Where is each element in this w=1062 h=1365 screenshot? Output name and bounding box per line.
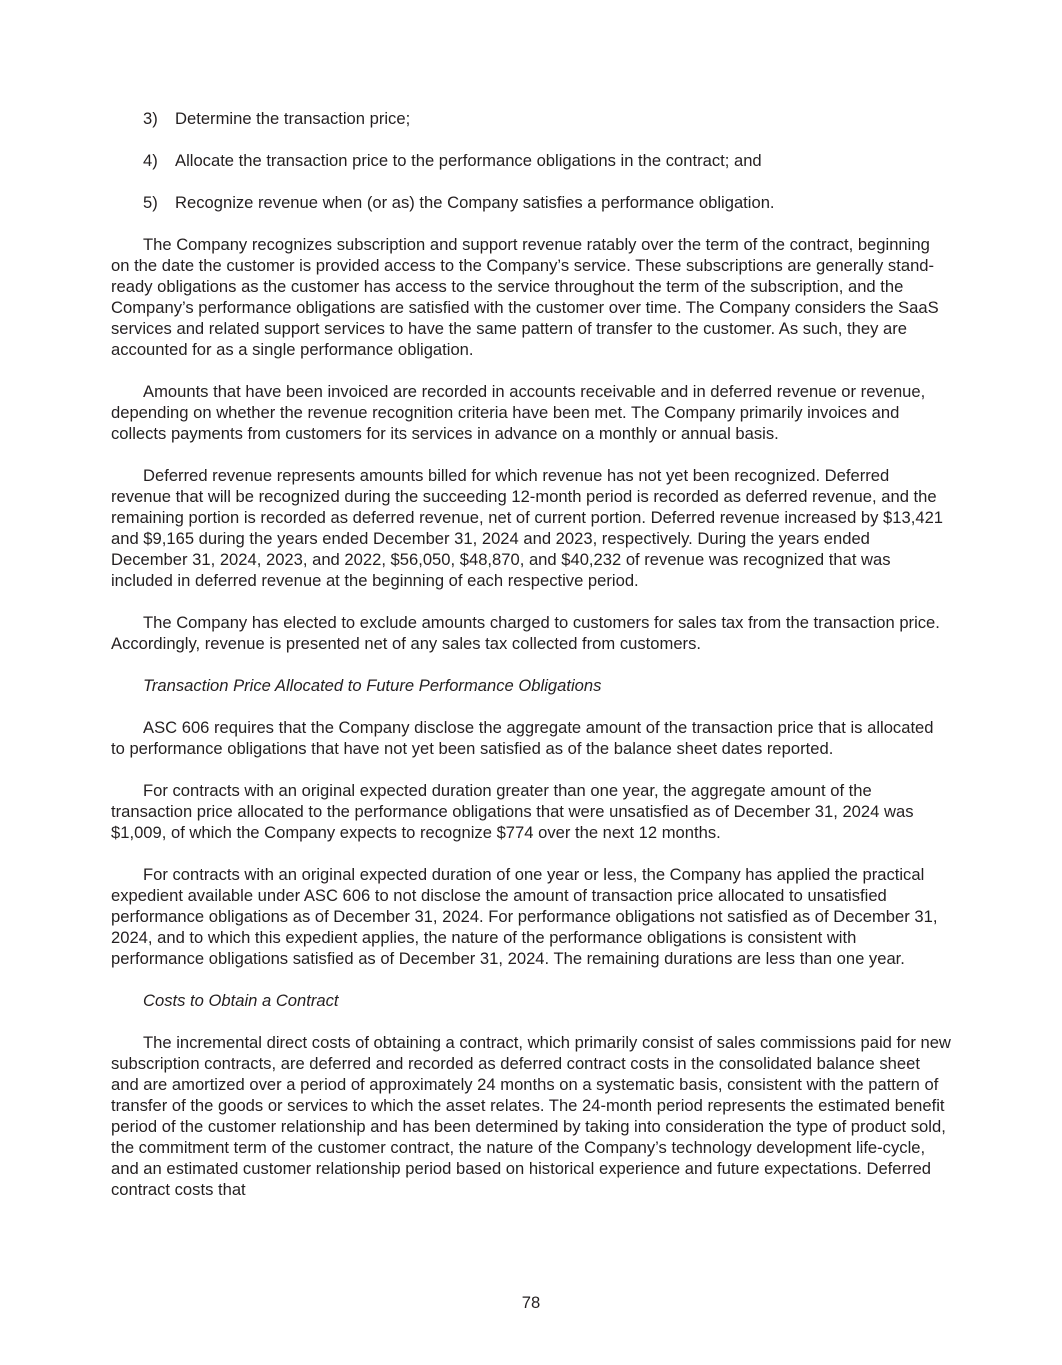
paragraph-short-contracts: For contracts with an original expected duration of one year or less, the Company has applied the practical expedient available under ASC 606 to not disclose the amount of transaction price allocated to unsatisfied performance obligations as of December 31, 2024. For performance obligations not satisfied as of December 31, 2024, and to which this expedient applies, the nature of the performance obligations is consistent with performance obligations satisfied as of December 31, 2024. The remaining durations are less than one year. <box>111 865 938 968</box>
list-item-text: Allocate the transaction price to the performance obligations in the contract; and <box>175 151 762 170</box>
list-item-number: 3) <box>143 109 158 128</box>
page-number: 78 <box>521 1293 541 1312</box>
paragraph-invoicing: Amounts that have been invoiced are recorded in accounts receivable and in deferred revenue or revenue, depending on whether the revenue recognition criteria have been met. The Company primarily invoices and collects payments from customers for its services in advance on a monthly or annual basis. <box>111 382 926 443</box>
paragraph-sales-tax: The Company has elected to exclude amounts charged to customers for sales tax from the transaction price. Accordingly, revenue is presented net of any sales tax collected from customers. <box>111 613 940 653</box>
paragraph-long-contracts: For contracts with an original expected duration greater than one year, the aggregate amount of the transaction price allocated to the performance obligations that were unsatisfied as of December 31, 2024 was $1,009, of which the Company expects to recognize $774 over the next 12 months. <box>111 781 914 842</box>
section-heading-transaction-price: Transaction Price Allocated to Future Performance Obligations <box>143 676 602 695</box>
list-item-text: Determine the transaction price; <box>175 109 411 128</box>
list-item-text: Recognize revenue when (or as) the Company satisfies a performance obligation. <box>175 193 775 212</box>
paragraph-deferred-revenue: Deferred revenue represents amounts billed for which revenue has not yet been recognized. Deferred revenue that will be recognized during the succeeding 12-month period is recorded as deferred revenue, and the remaining portion is recorded as deferred revenue, net of current portion. Deferred revenue increased by $13,421 and $9,165 during the years ended December 31, 2024 and 2023, respectively. During the years ended December 31, 2024, 2023, and 2022, $56,050, $48,870, and $40,232 of revenue was recognized that was included in deferred revenue at the beginning of each respective period. <box>111 466 944 590</box>
paragraph-revenue-recognition: The Company recognizes subscription and support revenue ratably over the term of the contract, beginning on the date the customer is provided access to the Company’s service. These subscriptions are generally stand-ready obligations as the customer has access to the service throughout the term of the subscription, and the Company’s performance obligations are satisfied with the customer over time. The Company considers the SaaS services and related support services to have the same pattern of transfer to the customer. As such, they are accounted for as a single performance obligation. <box>111 235 939 359</box>
list-item <box>111 150 951 171</box>
document-page <box>111 108 951 1221</box>
list-item <box>111 108 951 129</box>
list-item-number: 4) <box>143 151 158 170</box>
list-item-number: 5) <box>143 193 158 212</box>
paragraph-asc-606: ASC 606 requires that the Company disclose the aggregate amount of the transaction price that is allocated to performance obligations that have not yet been satisfied as of the balance sheet dates reported. <box>111 718 934 758</box>
section-heading-costs-to-obtain: Costs to Obtain a Contract <box>143 991 339 1010</box>
paragraph-contract-costs: The incremental direct costs of obtaining a contract, which primarily consist of sales commissions paid for new subscription contracts, are deferred and recorded as deferred contract costs in the consolidated balance sheet and are amortized over a period of approximately 24 months on a systematic basis, consistent with the pattern of transfer of the goods or services to which the asset relates. The 24-month period represents the estimated benefit period of the customer relationship and has been determined by taking into consideration the type of product sold, the commitment term of the customer contract, the nature of the Company’s technology development life-cycle, and an estimated customer relationship period based on historical experience and future expectations. Deferred contract costs that <box>111 1033 951 1199</box>
list-item <box>111 192 951 213</box>
